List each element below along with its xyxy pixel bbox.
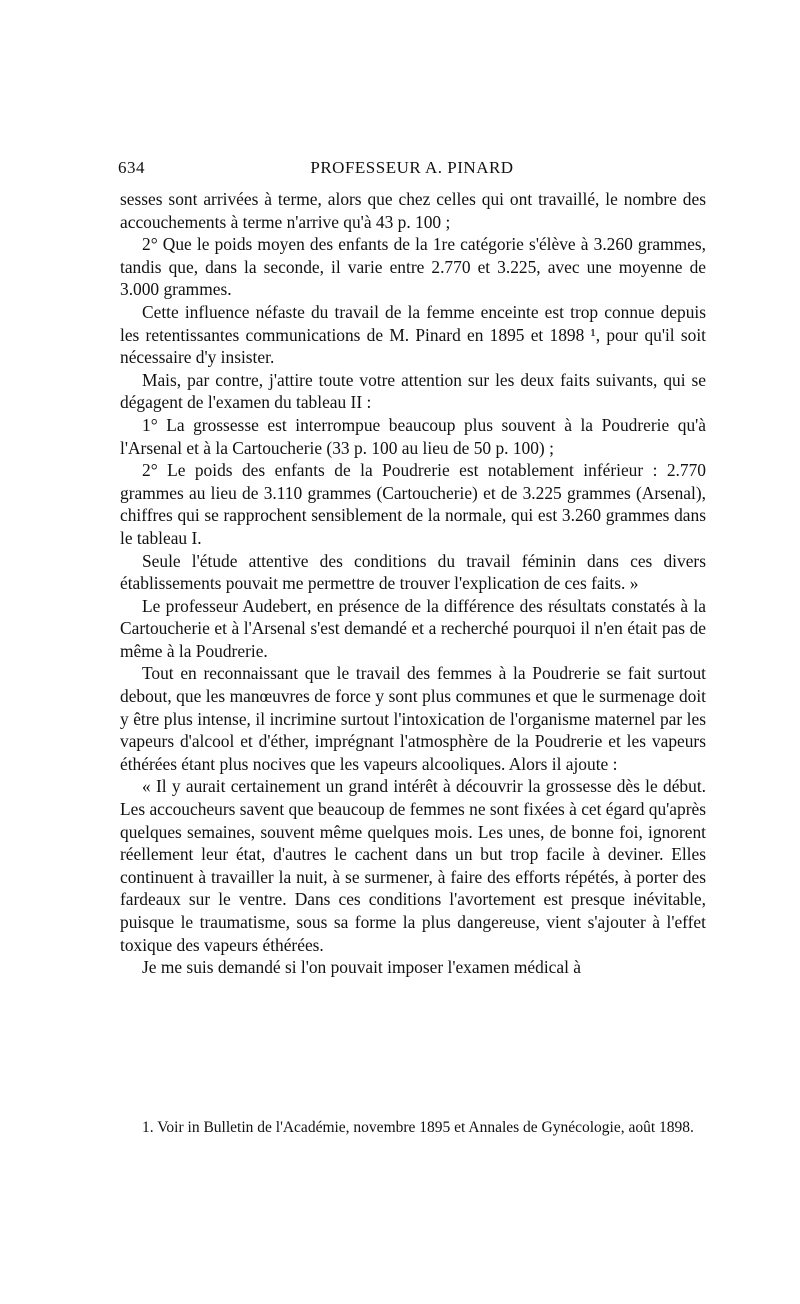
paragraph: Tout en reconnaissant que le travail des femmes à la Poudrerie se fait surtout debout, que les manœuvres de force y sont plus communes et que le surmenage doit y être plus intense, il incrimine surtout l'intoxication de l'organisme maternel par les vapeurs d'alcool et d'éther, imprégnant l'atmosphère de la Poudrerie et les vapeurs éthérées étant plus nocives que les vapeurs alcooliques. Alors il ajoute : bbox=[120, 663, 706, 774]
page-number: 634 bbox=[118, 158, 145, 177]
paragraph: 1° La grossesse est interrompue beaucoup plus souvent à la Poudrerie qu'à l'Arsenal et à la Cartoucherie (33 p. 100 au lieu de 50 p. 100) ; bbox=[120, 414, 706, 458]
paragraph: Cette influence néfaste du travail de la femme enceinte est trop connue depuis les retentissantes communications de M. Pinard en 1895 et 1898 ¹, pour qu'il soit nécessaire d'y insister. bbox=[120, 301, 706, 368]
paragraph: Je me suis demandé si l'on pouvait imposer l'examen médical à bbox=[142, 957, 581, 978]
paragraph: sesses sont arrivées à terme, alors que chez celles qui ont travaillé, le nombre des accouchements à terme n'arrive qu'à 43 p. 100 ; bbox=[120, 189, 706, 232]
paragraph: Le professeur Audebert, en présence de la différence des résultats constatés à la Cartoucherie et à l'Arsenal s'est demandé et a recherché pourquoi il n'en était pas de même à la Poudrerie. bbox=[120, 595, 706, 661]
running-title: PROFESSEUR A. PINARD bbox=[310, 158, 514, 177]
footnotes bbox=[120, 1118, 706, 1138]
paragraph: 2° Le poids des enfants de la Poudrerie est notablement inférieur : 2.770 grammes au lieu de 3.110 grammes (Cartoucherie) et de 3.225 grammes (Arsenal), chiffres qui se rapprochent sensiblement de la normale, qui est 3.260 grammes dans le tableau I. bbox=[120, 460, 706, 548]
paragraph: Mais, par contre, j'attire toute votre attention sur les deux faits suivants, qui se dégagent de l'examen du tableau II : bbox=[120, 369, 706, 413]
paragraph: Seule l'étude attentive des conditions du travail féminin dans ces divers établissements pouvait me permettre de trouver l'explication de ces faits. » bbox=[120, 550, 706, 594]
paragraph: « Il y aurait certainement un grand intérêt à découvrir la grossesse dès le début. Les accoucheurs savent que beaucoup de femmes ne sont fixées à cet égard qu'après quelques semaines, souvent même quelques mois. Les unes, de bonne foi, ignorent réellement leur état, d'autres le cachent dans un but trop facile à deviner. Elles continuent à travailler la nuit, à se surmener, à faire des efforts répétés, à porter des fardeaux sur le ventre. Dans ces conditions l'avortement est presque inévitable, puisque le traumatisme, sous sa forme la plus dangereuse, vient s'ajouter à l'effet toxique des vapeurs éthérées. bbox=[120, 776, 706, 955]
page-header bbox=[118, 158, 706, 182]
body-text bbox=[120, 188, 706, 979]
paragraph: 2° Que le poids moyen des enfants de la 1re catégorie s'élève à 3.260 grammes, tandis que, dans la seconde, il varie entre 2.770 et 3.225, avec une moyenne de 3.000 grammes. bbox=[120, 234, 706, 300]
footnote: 1. Voir in Bulletin de l'Académie, novembre 1895 et Annales de Gynécologie, août 1898. bbox=[142, 1119, 694, 1136]
